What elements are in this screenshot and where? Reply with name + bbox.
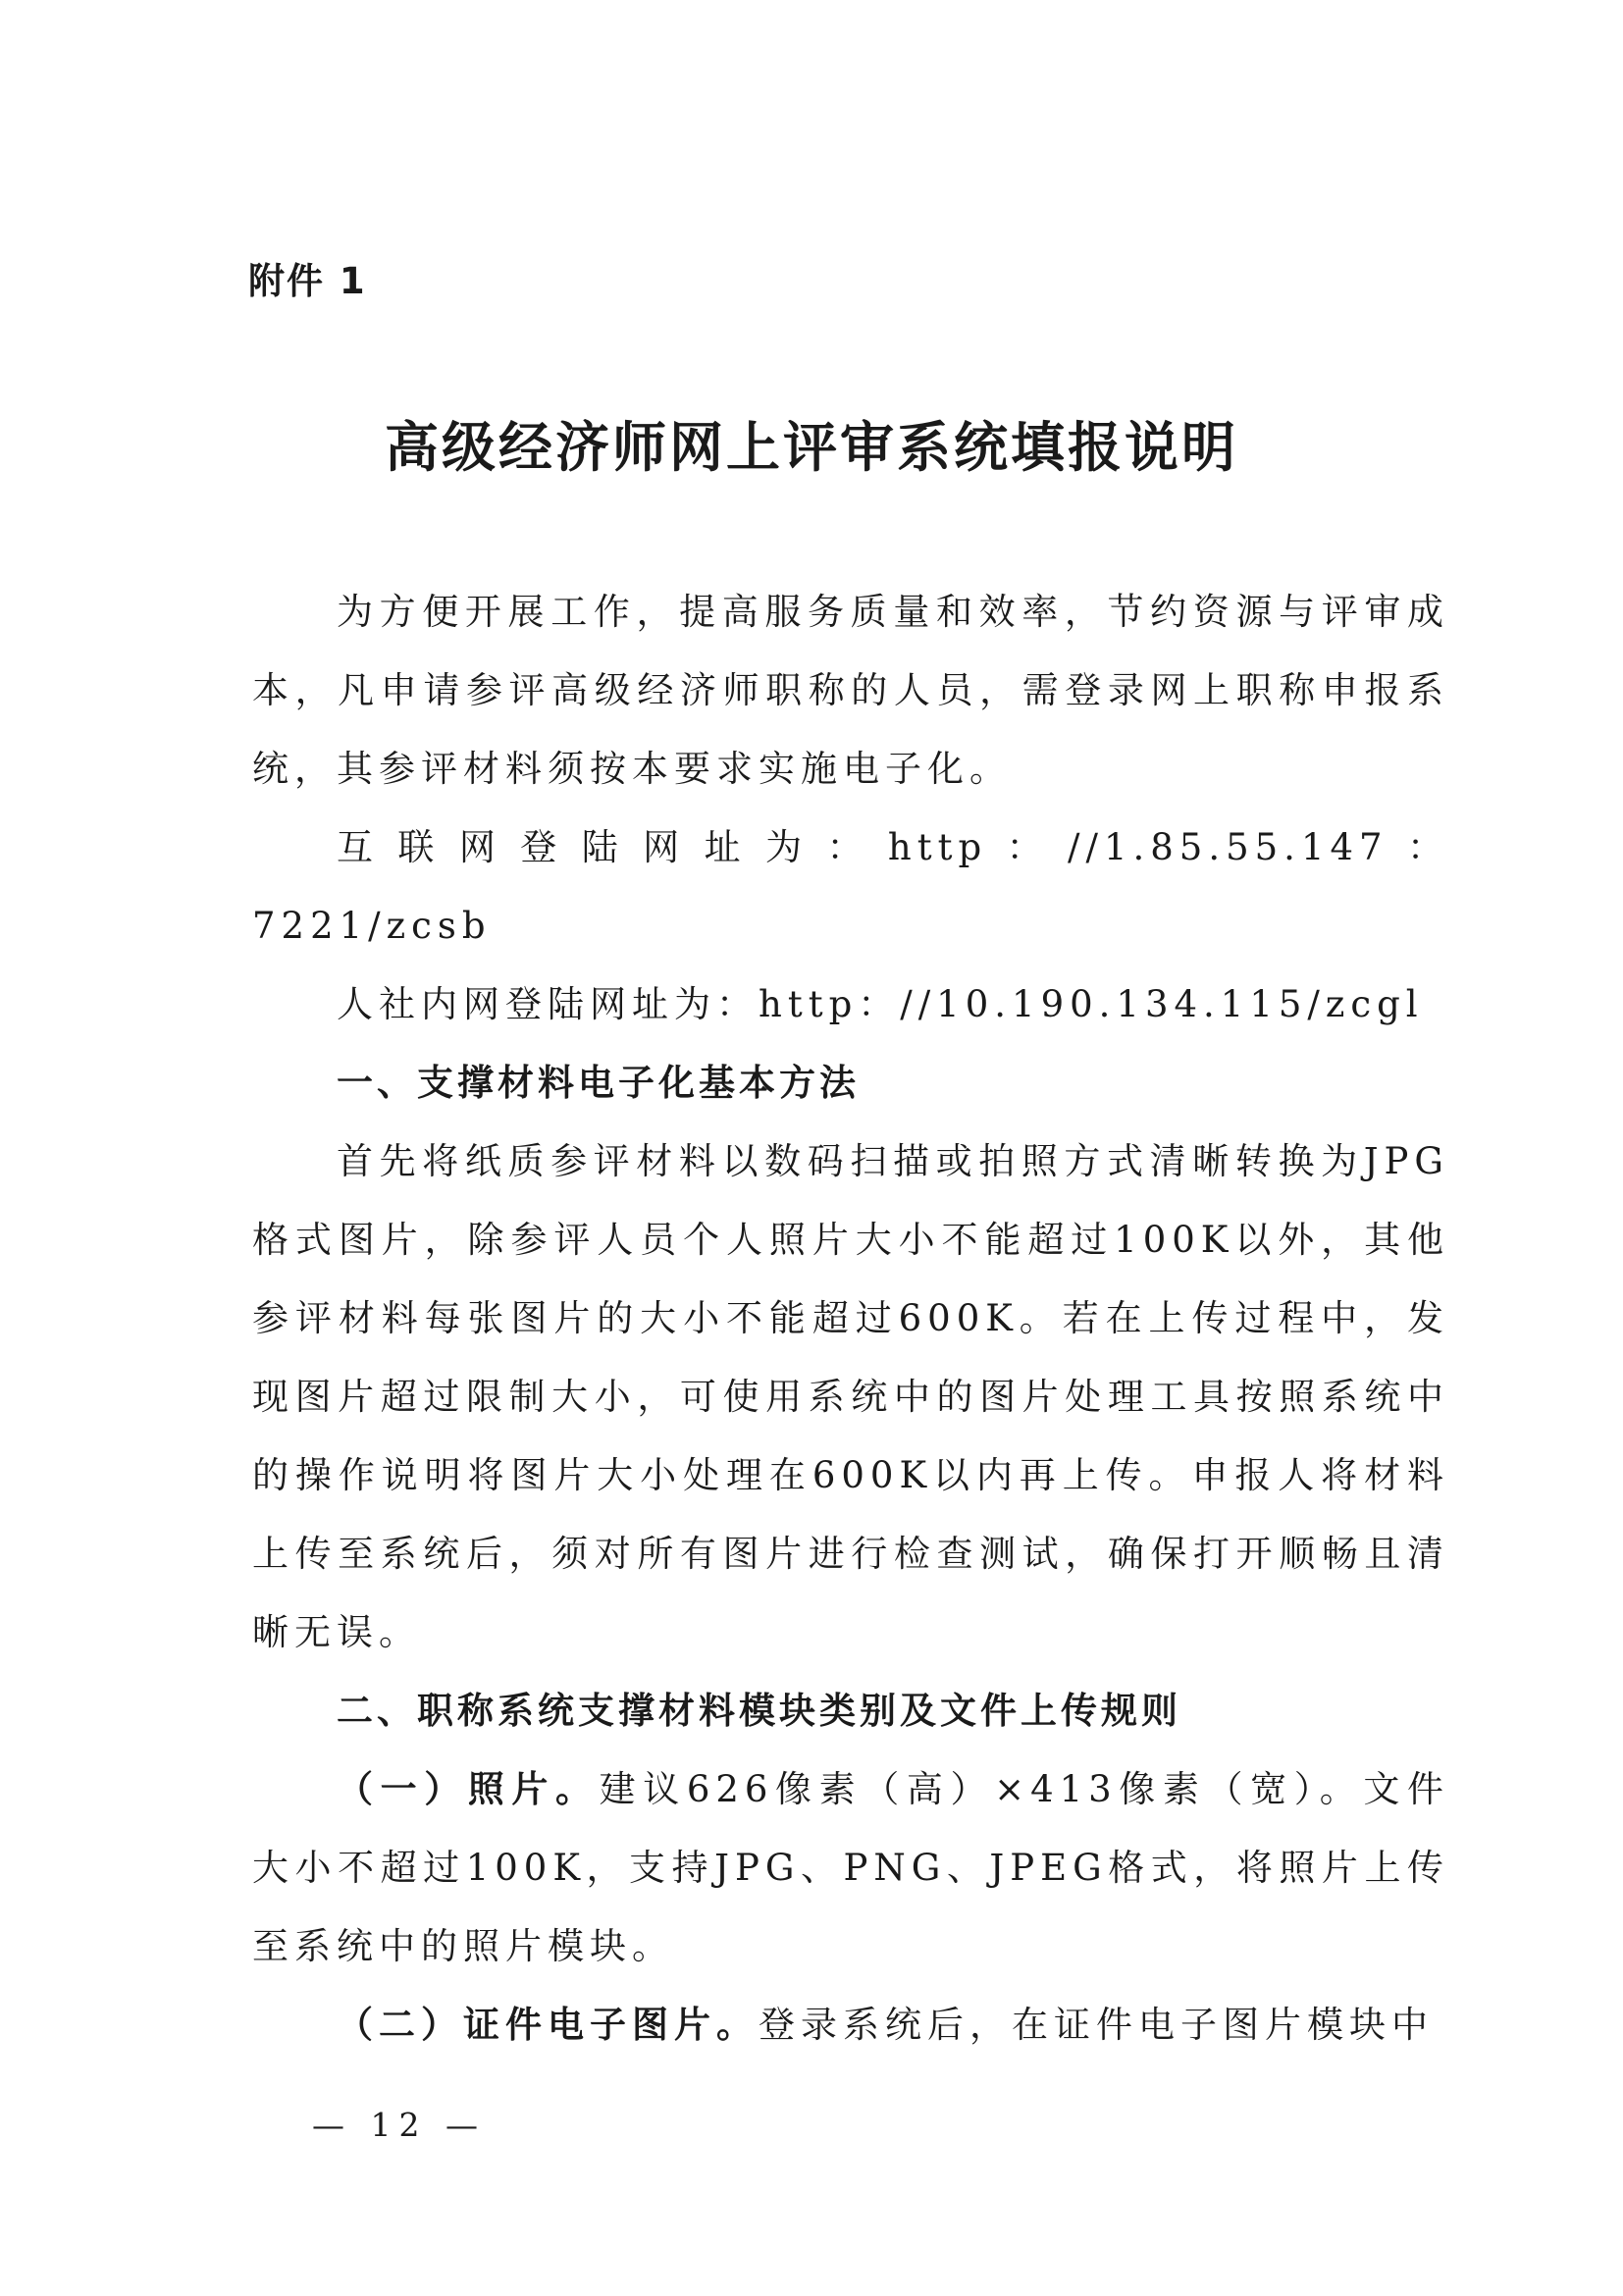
item-2-label: （二）证件电子图片。 xyxy=(337,2004,759,2046)
intranet-url-line: 人社内网登陆网址为：http：//10.190.134.115/zcgl xyxy=(337,983,1424,1025)
section-2-heading: 二、职称系统支撑材料模块类别及文件上传规则 xyxy=(337,1690,1181,1732)
item-2-text: 登录系统后，在证件电子图片模块中 xyxy=(759,2004,1434,2046)
item-1-text: 建议626像素（高）×413像素（宽）。文件大小不超过100K，支持JPG、PNG、JPEG格式，将照片上传至系统中的照片模块。 xyxy=(252,1768,1450,1967)
internet-url-line: 互联网登陆网址为：http：//1.85.55.147：7221/zcsb xyxy=(252,826,1449,947)
section-1-paragraph: 首先将纸质参评材料以数码扫描或拍照方式清晰转换为JPG格式图片，除参评人员个人照片大小不能超过100K以外，其他参评材料每张图片的大小不能超过600K。若在上传过程中，发现图片超过限制大小，可使用系统中的图片处理工具按照系统中的操作说明将图片大小处理在600K以内再上传。申报人将材料上传至系统后，须对所有图片进行检查测试，确保打开顺畅且清晰无误。 xyxy=(252,1140,1449,1653)
section-1-heading: 一、支撑材料电子化基本方法 xyxy=(337,1062,860,1104)
attachment-label: 附件 1 xyxy=(248,260,367,302)
document-body xyxy=(252,573,1449,2064)
item-1-paragraph xyxy=(252,1750,1449,1986)
item-2-paragraph xyxy=(252,1986,1449,2064)
intro-paragraph: 为方便开展工作，提高服务质量和效率，节约资源与评审成本，凡申请参评高级经济师职称的人员，需登录网上职称申报系统，其参评材料须按本要求实施电子化。 xyxy=(252,591,1449,790)
document-title: 高级经济师网上评审系统填报说明 xyxy=(384,415,1238,479)
page-number: — 12 — xyxy=(312,2106,486,2144)
item-1-label: （一）照片。 xyxy=(337,1768,600,1810)
